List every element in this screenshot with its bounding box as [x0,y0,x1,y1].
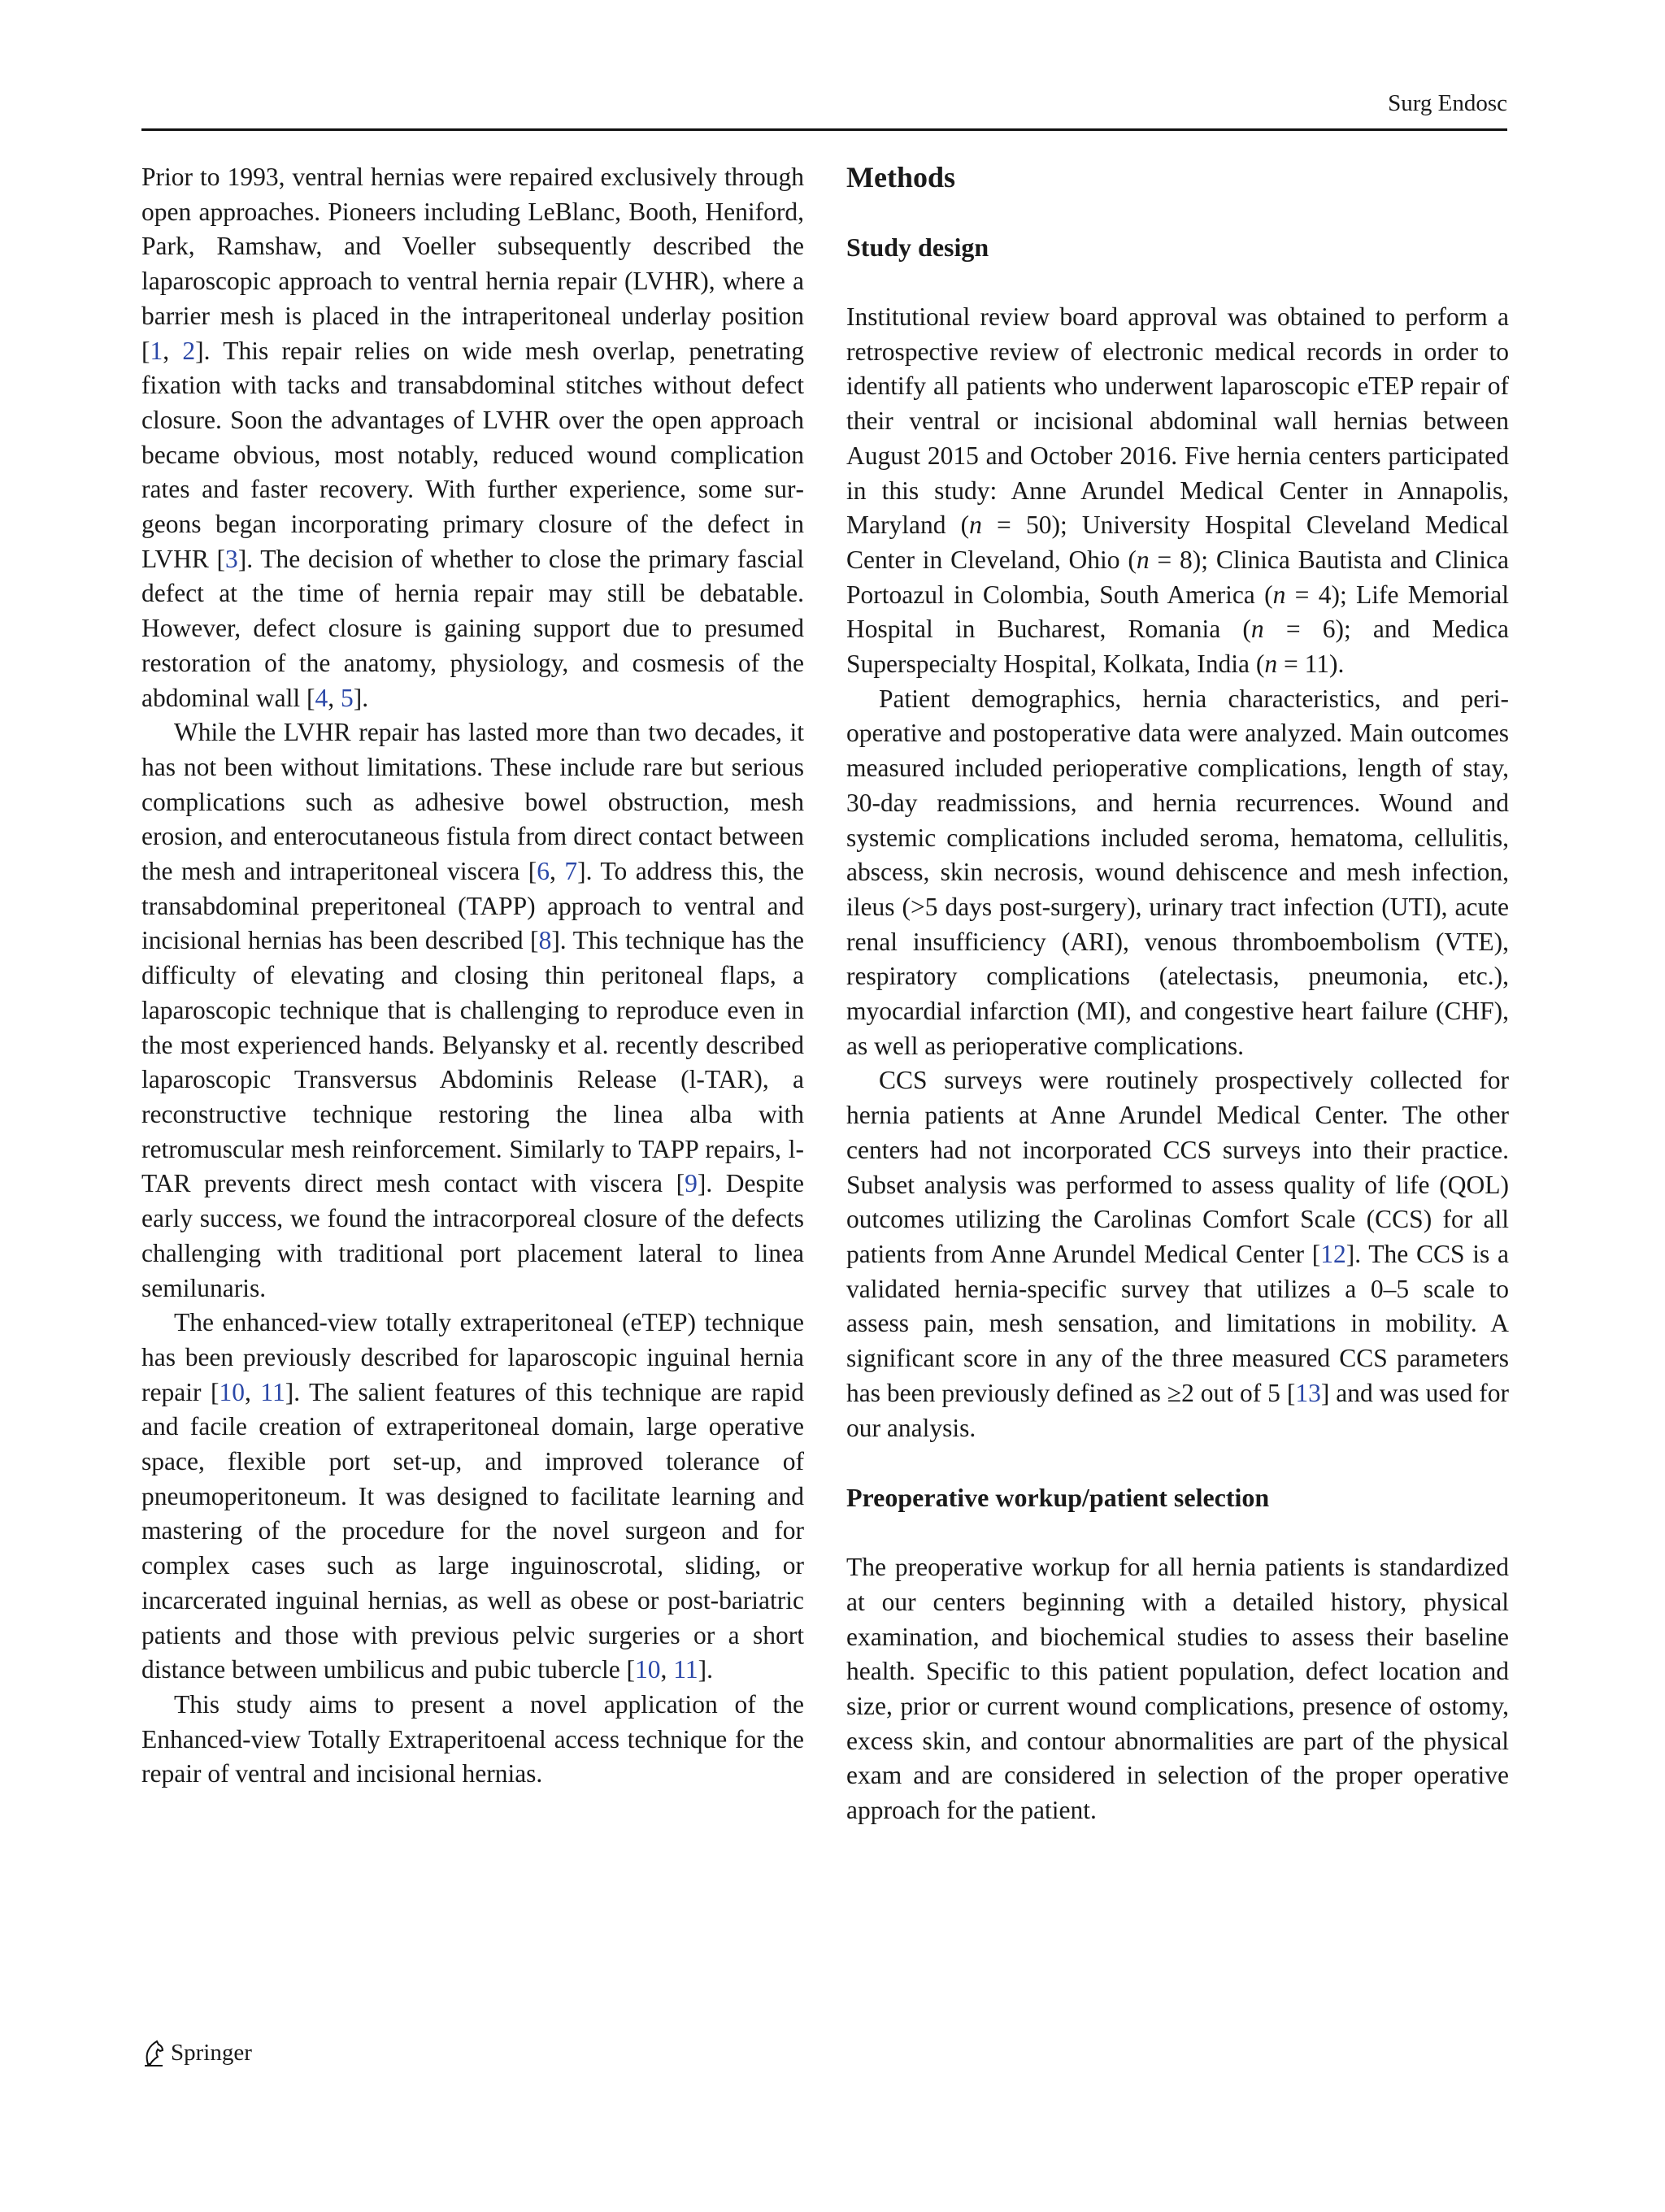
text-run: Institutional review board approval was obtained to perform a retrospective review of electronic medical records in order to identify all patients who underwent laparoscopic eTEP repair of their ventral or incisional abdominal wall hernias between August 2015 and October 2016. Five hernia centers participated in this study: Anne Arundel Medical Center in Annapolis, Maryland ( [846,302,1509,540]
publisher-name: Springer [171,2039,252,2066]
citation-link[interactable]: 12 [1320,1239,1346,1268]
math-symbol: n [1264,650,1278,679]
text-run: CCS surveys were routinely prospectively collected for hernia patients at Anne Arundel Medical Center. The other centers had not incorporated CCS surveys into their practice. Subset analysis was performed to assess quality of life (QOL) outcomes utilizing the Carolinas Comfort Scale (CCS) for all patients from Anne Arundel Medical Center [ [846,1066,1509,1268]
citation-link[interactable]: 11 [260,1377,285,1406]
citation-link[interactable]: 2 [182,336,196,365]
running-head [141,89,1507,131]
math-symbol: n [1136,545,1150,574]
text-run: ]. This repair relies on wide mesh overlap, penetrating fixation with tacks and transabdominal stitches without defect closure. Soon the advantages of LVHR over the open approach became obvious, most notably, reduced wound complication rates and faster recovery. With further experience, some surgeons began incorporating primary closure of the defect in LVHR [ [141,336,805,573]
text-run: While the LVHR repair has lasted more than two decades, it has not been without limitations. These include rare but serious complications such as adhesive bowel obstruction, mesh erosion, and enterocutaneous fistula from direct contact between the mesh and intraperitoneal viscera [ [141,718,804,886]
journal-name: Surg Endosc [1388,90,1507,116]
text-run: ]. [698,1655,714,1684]
study-design-paragraph-3 [846,1063,1509,1445]
text-run: ]. Despite early success, we found the intracorporeal closure of the defects challenging with traditional port placement lateral to linea semilunaris. [141,1169,804,1302]
text-run: = 4); Life Memorial Hospital in Bucharest, Romania ( [846,580,1510,644]
text-run: ]. [353,683,369,712]
text-run: , [163,336,183,365]
study-design-paragraph-2 [846,682,1509,1064]
study-design-heading: Study design [846,232,989,262]
intro-paragraph-3 [141,1306,804,1688]
preoperative-paragraph [846,1550,1509,1828]
page-footer [141,2036,252,2069]
intro-paragraph-2 [141,715,804,1306]
text-run: ]. This technique has the difficulty of elevating and closing thin peritoneal flaps, a laparoscopic technique that is challenging to reproduce even in the most experienced hands. Belyansky et al. recently described laparoscopic Transversus Abdominis Release (l-TAR), a reconstructive technique restoring the linea alba with retromuscular mesh reinforcement. Similarly to TAPP repairs, l-TAR prevents direct mesh contact with viscera [ [141,926,805,1198]
citation-link[interactable]: 4 [315,683,328,712]
citation-link[interactable]: 3 [225,544,238,573]
text-run: ] and was used for our analysis. [846,1378,1509,1442]
citation-link[interactable]: 5 [340,683,354,712]
text-run: ]. To address this, the transabdominal preperitoneal (TAPP) approach to ventral and incisional hernias has been described [ [141,857,805,955]
text-run: , [244,1377,261,1406]
right-column [846,160,1509,1828]
citation-link[interactable]: 13 [1295,1378,1321,1407]
text-run: = 50); University Hospital Cleveland Medical Center in Cleveland, Ohio ( [846,511,1509,574]
text-run: This study aims to present a novel application of the Enhanced-view Totally Extraperitoenal access technique for the repair of ventral and incisional hernias. [141,1689,804,1788]
text-run: ]. The decision of whether to close the primary fascial defect at the time of hernia repair may still be debatable. However, defect closure is gaining support due to presumed restoration of the anatomy, physiology, and cosmesis of the abdominal wall [ [141,544,804,712]
text-run: , [660,1655,674,1684]
citation-link[interactable]: 11 [673,1655,698,1684]
citation-link[interactable]: 10 [635,1655,661,1684]
text-run: , [328,683,341,712]
text-run: ]. The salient features of this technique are rapid and facile creation of extraperitoneal domain, large operative space, flexible port set-up, and improved tolerance of pneumoperitoneum. It was designed to facilitate learning and mastering of the procedure for the novel surgeon and for complex cases such as large inguinoscrotal, sliding, or incarcerated inguinal hernias, as well as obese or post-bariatric patients and those with previous pelvic surgeries or a short distance between umbilicus and pubic tubercle [ [141,1377,804,1684]
citation-link[interactable]: 10 [219,1377,245,1406]
citation-link[interactable]: 7 [564,857,578,886]
study-design-paragraph-1 [846,300,1509,682]
springer-horse-icon [141,2039,166,2066]
text-run: The enhanced-view totally extraperitoneal (eTEP) technique has been previously described for laparoscopic inguinal hernia repair [ [141,1308,804,1406]
text-run: The preoperative workup for all hernia patients is standardized at our centers beginning with a detailed history, physical examination, and biochemical studies to assess their baseline health. Specific to this patient population, defect location and size, prior or current wound complications, presence of ostomy, excess skin, and contour abnormalities are part of the physical exam and are considered in selection of the proper operative approach for the patient. [846,1553,1509,1825]
text-run: = 6); and Medica Superspecialty Hospital, Kolkata, India ( [846,615,1509,679]
text-run: Prior to 1993, ventral hernias were repaired exclusively through open approaches. Pioneers including LeBlanc, Booth, Heniford, Park, Ramshaw, and Voeller subsequently described the laparoscopic approach to ventral hernia repair (LVHR), where a barrier mesh is placed in the intraperitoneal underlay position [ [141,163,804,365]
citation-link[interactable]: 6 [537,857,550,886]
citation-link[interactable]: 8 [538,926,552,955]
methods-heading: Methods [846,161,955,193]
citation-link[interactable]: 9 [685,1169,698,1198]
text-run: , [550,857,565,886]
math-symbol: n [969,511,982,540]
intro-paragraph-4 [141,1688,804,1792]
text-run: = 8); Clinica Bautista and Clinica Portoazul in Colombia, South America ( [846,545,1509,609]
math-symbol: n [1272,580,1286,609]
text-run: ]. The CCS is a validated hernia-specific survey that utilizes a 0–5 scale to assess pain, mesh sensation, and limitations in mobility. A significant score in any of the three measured CCS parameters has been previously defined as ≥2 out of 5 [ [846,1239,1509,1407]
left-column [141,160,804,1792]
intro-paragraph-1 [141,160,804,715]
citation-link[interactable]: 1 [150,336,163,365]
text-run: Patient demographics, hernia characteristics, and perioperative and postoperative data were analyzed. Main outcomes measured included perioperative complications, length of stay, 30-day readmissions, and hernia recurrences. Wound and systemic complications included seroma, hematoma, cellulitis, abscess, skin necrosis, wound dehiscence and mesh infection, ileus (>5 days post-surgery), urinary tract infection (UTI), acute renal insufficiency (ARI), venous thromboembolism (VTE), respiratory complications (atelectasis, pneumonia, etc.), myocardial infarction (MI), and congestive heart failure (CHF), as well as perioperative complications. [846,684,1509,1060]
preoperative-heading: Preoperative workup/patient selection [846,1483,1270,1513]
text-run: = 11). [1277,650,1345,679]
math-symbol: n [1250,615,1264,644]
